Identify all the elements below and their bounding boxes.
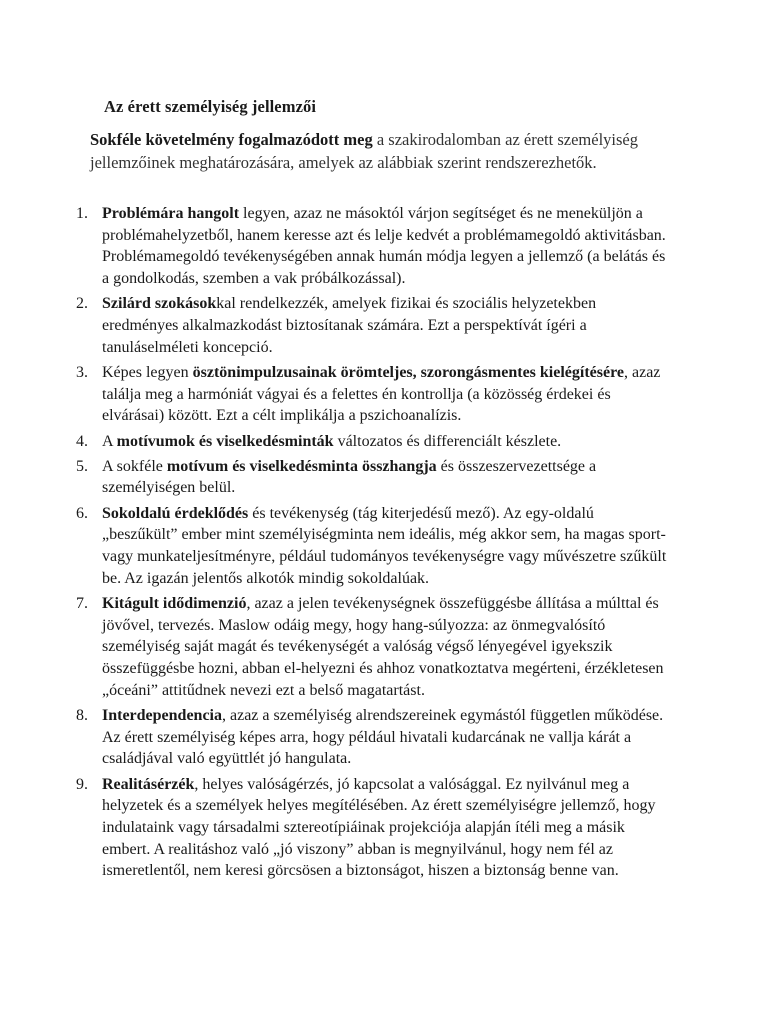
characteristics-list xyxy=(0,203,768,886)
list-item-text: kal rendelkezzék, amelyek fizikai és szociális helyzetekben eredményes alkalmazkodást biztosítanak számára. Ezt a perspektívát ígéri a tanuláselméleti koncepció. xyxy=(102,295,597,356)
list-item xyxy=(0,456,672,499)
list-item-text: változatos és differenciált készlete. xyxy=(333,432,562,450)
list-item-bold: ösztönimpulzusainak örömteljes, szorongásmentes kielégítésére xyxy=(192,363,624,381)
list-item xyxy=(0,593,672,702)
list-item-number: 4. xyxy=(76,432,88,450)
list-item xyxy=(0,705,672,770)
list-item-bold: Kitágult idődimenzió xyxy=(102,594,247,612)
list-item xyxy=(0,431,672,453)
list-item-number: 6. xyxy=(76,504,88,522)
list-item-bold: motívumok és viselkedésminták xyxy=(116,432,334,450)
intro-text: a szakirodalomban az érett személyiség jellemzőinek meghatározására, amelyek az alábbiak szerint rendszerezhetők. xyxy=(90,130,638,172)
list-item-number: 1. xyxy=(76,205,88,222)
list-item xyxy=(0,293,672,358)
list-item-bold: Sokoldalú érdeklődés xyxy=(102,504,249,522)
list-item-number: 9. xyxy=(76,775,88,793)
list-item-pre: A xyxy=(102,432,117,450)
list-item-number: 8. xyxy=(76,706,88,724)
list-item xyxy=(0,362,672,427)
list-item xyxy=(0,774,672,883)
list-item-text: legyen, azaz ne másoktól várjon segítséget és ne meneküljön a problémahelyzetből, hanem keresse azt és lelje kedvét a problémamegoldó aktivitásban. Problémamegoldó tevékenységében annak humán módja legyen a jellemző (a belátás és a gondolkodás, szemben a vak próbálkozással). xyxy=(102,205,666,288)
list-item-bold: Szilárd szokások xyxy=(102,295,217,313)
list-item xyxy=(0,503,672,590)
list-item-text: , helyes valóságérzés, jó kapcsolat a valósággal. Ez nyilvánul meg a helyzetek és a személyek helyes megítélésében. Az érett személyiségre jellemző, hogy indulataink vagy társadalmi sztereotípiáinak projekciója alapján ítéli meg a másik embert. A realitáshoz való „jó viszony” abban is megnyilvánul, hogy nem fél az ismeretlentől, nem keresi görcsösen a biztonságot, hiszen a biztonság benne van. xyxy=(102,775,656,880)
intro-paragraph xyxy=(90,129,650,174)
list-item-number: 3. xyxy=(76,363,88,381)
list-item-bold: Realitásérzék xyxy=(102,775,195,793)
list-item-text: és tevékenység (tág kiterjedésű mező). Az egy-oldalú „beszűkült” ember mint személyiségminta nem ideális, még akkor sem, ha magas sport- vagy munkateljesítményre, például tudományos tevékenységre vagy művészetre szűkült be. Az igazán jelentős alkotók mindig sokoldalúak. xyxy=(102,504,667,587)
list-item-number: 2. xyxy=(76,295,88,313)
list-item-text: , azaz a személyiség alrendszereinek egymástól független működése. Az érett személyiség képes arra, hogy például hivatali kudarcának ne vallja kárát a családjával való együttlét jó hangulata. xyxy=(102,706,664,768)
list-item-text: és összeszervezettsége a személyiségen belül. xyxy=(102,457,597,497)
list-item-pre: A sokféle xyxy=(102,457,167,475)
list-item-bold: Interdependencia xyxy=(102,706,222,724)
list-item-number: 5. xyxy=(76,457,88,475)
list-item xyxy=(0,203,672,290)
document-title: Az érett személyiség jellemzői xyxy=(104,97,317,116)
list-item-pre: Képes legyen xyxy=(102,363,193,381)
list-item-text: , azaz találja meg a harmóniát vágyai és a felettes én kontrollja (a közösség érdekei és elvárásai) között. Ezt a célt implikálja a pszichoanalízis. xyxy=(102,363,661,425)
list-item-text: , azaz a jelen tevékenységnek összefüggésbe állítása a múlttal és jövővel, tervezés. Maslow odáig megy, hogy hang-súlyozza: az önmegvalósító személyiség saját magát és tevékenységét a valóság végső lényegével igyekszik összefüggésbe hozni, abban el-helyezni és ahhoz vonatkoztatva megérteni, érzékletesen „óceáni” attitűdnek nevezi ezt a belső magatartást. xyxy=(102,594,664,699)
intro-bold: Sokféle követelmény fogalmazódott meg xyxy=(90,130,373,149)
list-item-number: 7. xyxy=(76,594,88,612)
list-item-bold: motívum és viselkedésminta összhangja xyxy=(166,457,437,475)
list-item-bold: Problémára hangolt xyxy=(102,205,240,222)
